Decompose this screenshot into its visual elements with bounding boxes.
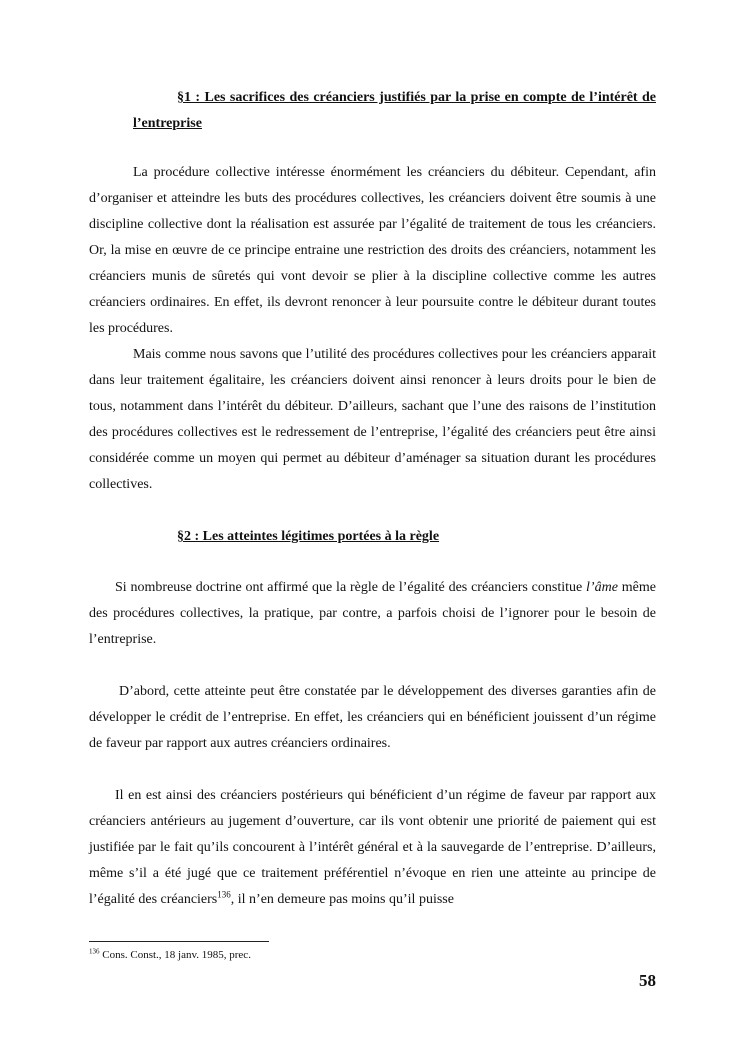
paragraph-3-text-end: même des procédures collectives, la pratique, par contre, a parfois choisi de l’ignorer pour le besoin de l’entreprise. [89, 580, 656, 647]
paragraph-5-text-end: , il n’en demeure pas moins qu’il puisse [230, 892, 454, 907]
section-1-heading: §1 : Les sacrifices des créanciers justifiés par la prise en compte de l’intérêt de l’entreprise [133, 90, 656, 131]
page-number: 58 [639, 971, 656, 990]
paragraph-2: Mais comme nous savons que l’utilité des procédures collectives pour les créanciers apparait dans leur traitement égalitaire, les créanciers doivent ainsi renoncer à leurs droits pour le bien de tous, notamment dans l’intérêt du débiteur. D’ailleurs, sachant que l’une des raisons de l’institution des procédures collectives est le redressement de l’entreprise, l’égalité des créanciers peut être ainsi considérée comme un moyen qui permet au débiteur d’aménager sa situation durant les procédures collectives. [89, 347, 656, 492]
paragraph-5-text-start: Il en est ainsi des créanciers postérieurs qui bénéficient d’un régime de faveur par rapport aux créanciers antérieurs au jugement d’ouverture, car ils vont obtenir une priorité de paiement qui est justifiée par le fait qu’ils concourent à l’intérêt général et à la sauvegarde de l’entreprise. D’ailleurs, même s’il a été jugé que ce traitement préférentiel n’évoque en rien une atteinte au principe de l’égalité des créanciers [89, 788, 656, 907]
paragraph-1: La procédure collective intéresse énormément les créanciers du débiteur. Cependant, afin d’organiser et atteindre les buts des procédures collectives, les créanciers doivent être soumis à une discipline collective dont la réalisation est assurée par l’égalité de traitement de tous les créanciers. Or, la mise en œuvre de ce principe entraine une restriction des droits des créanciers, notamment les créanciers munis de sûretés qui vont devoir se plier à la discipline collective comme les autres créanciers ordinaires. En effet, ils devront renoncer à leur poursuite contre le débiteur durant toutes les procédures. [89, 165, 656, 336]
paragraph-3-text-start: Si nombreuse doctrine ont affirmé que la règle de l’égalité des créanciers constitue [115, 580, 587, 595]
section-2-heading: §2 : Les atteintes légitimes portées à la règle [177, 529, 440, 544]
footnote-separator [89, 941, 269, 942]
footnote [89, 947, 251, 963]
footnote-reference[interactable]: 136 [217, 889, 231, 900]
paragraph-5 [89, 783, 656, 913]
paragraph-3 [89, 575, 656, 653]
footnote-number: 136 [89, 947, 100, 956]
paragraph-4: D’abord, cette atteinte peut être constatée par le développement des diverses garanties afin de développer le crédit de l’entreprise. En effet, les créanciers qui en bénéficient jouissent d’un régime de faveur par rapport aux autres créanciers ordinaires. [89, 684, 656, 751]
footnote-text: Cons. Const., 18 janv. 1985, prec. [99, 949, 251, 961]
paragraph-3-emphasis: l’âme [586, 580, 618, 595]
